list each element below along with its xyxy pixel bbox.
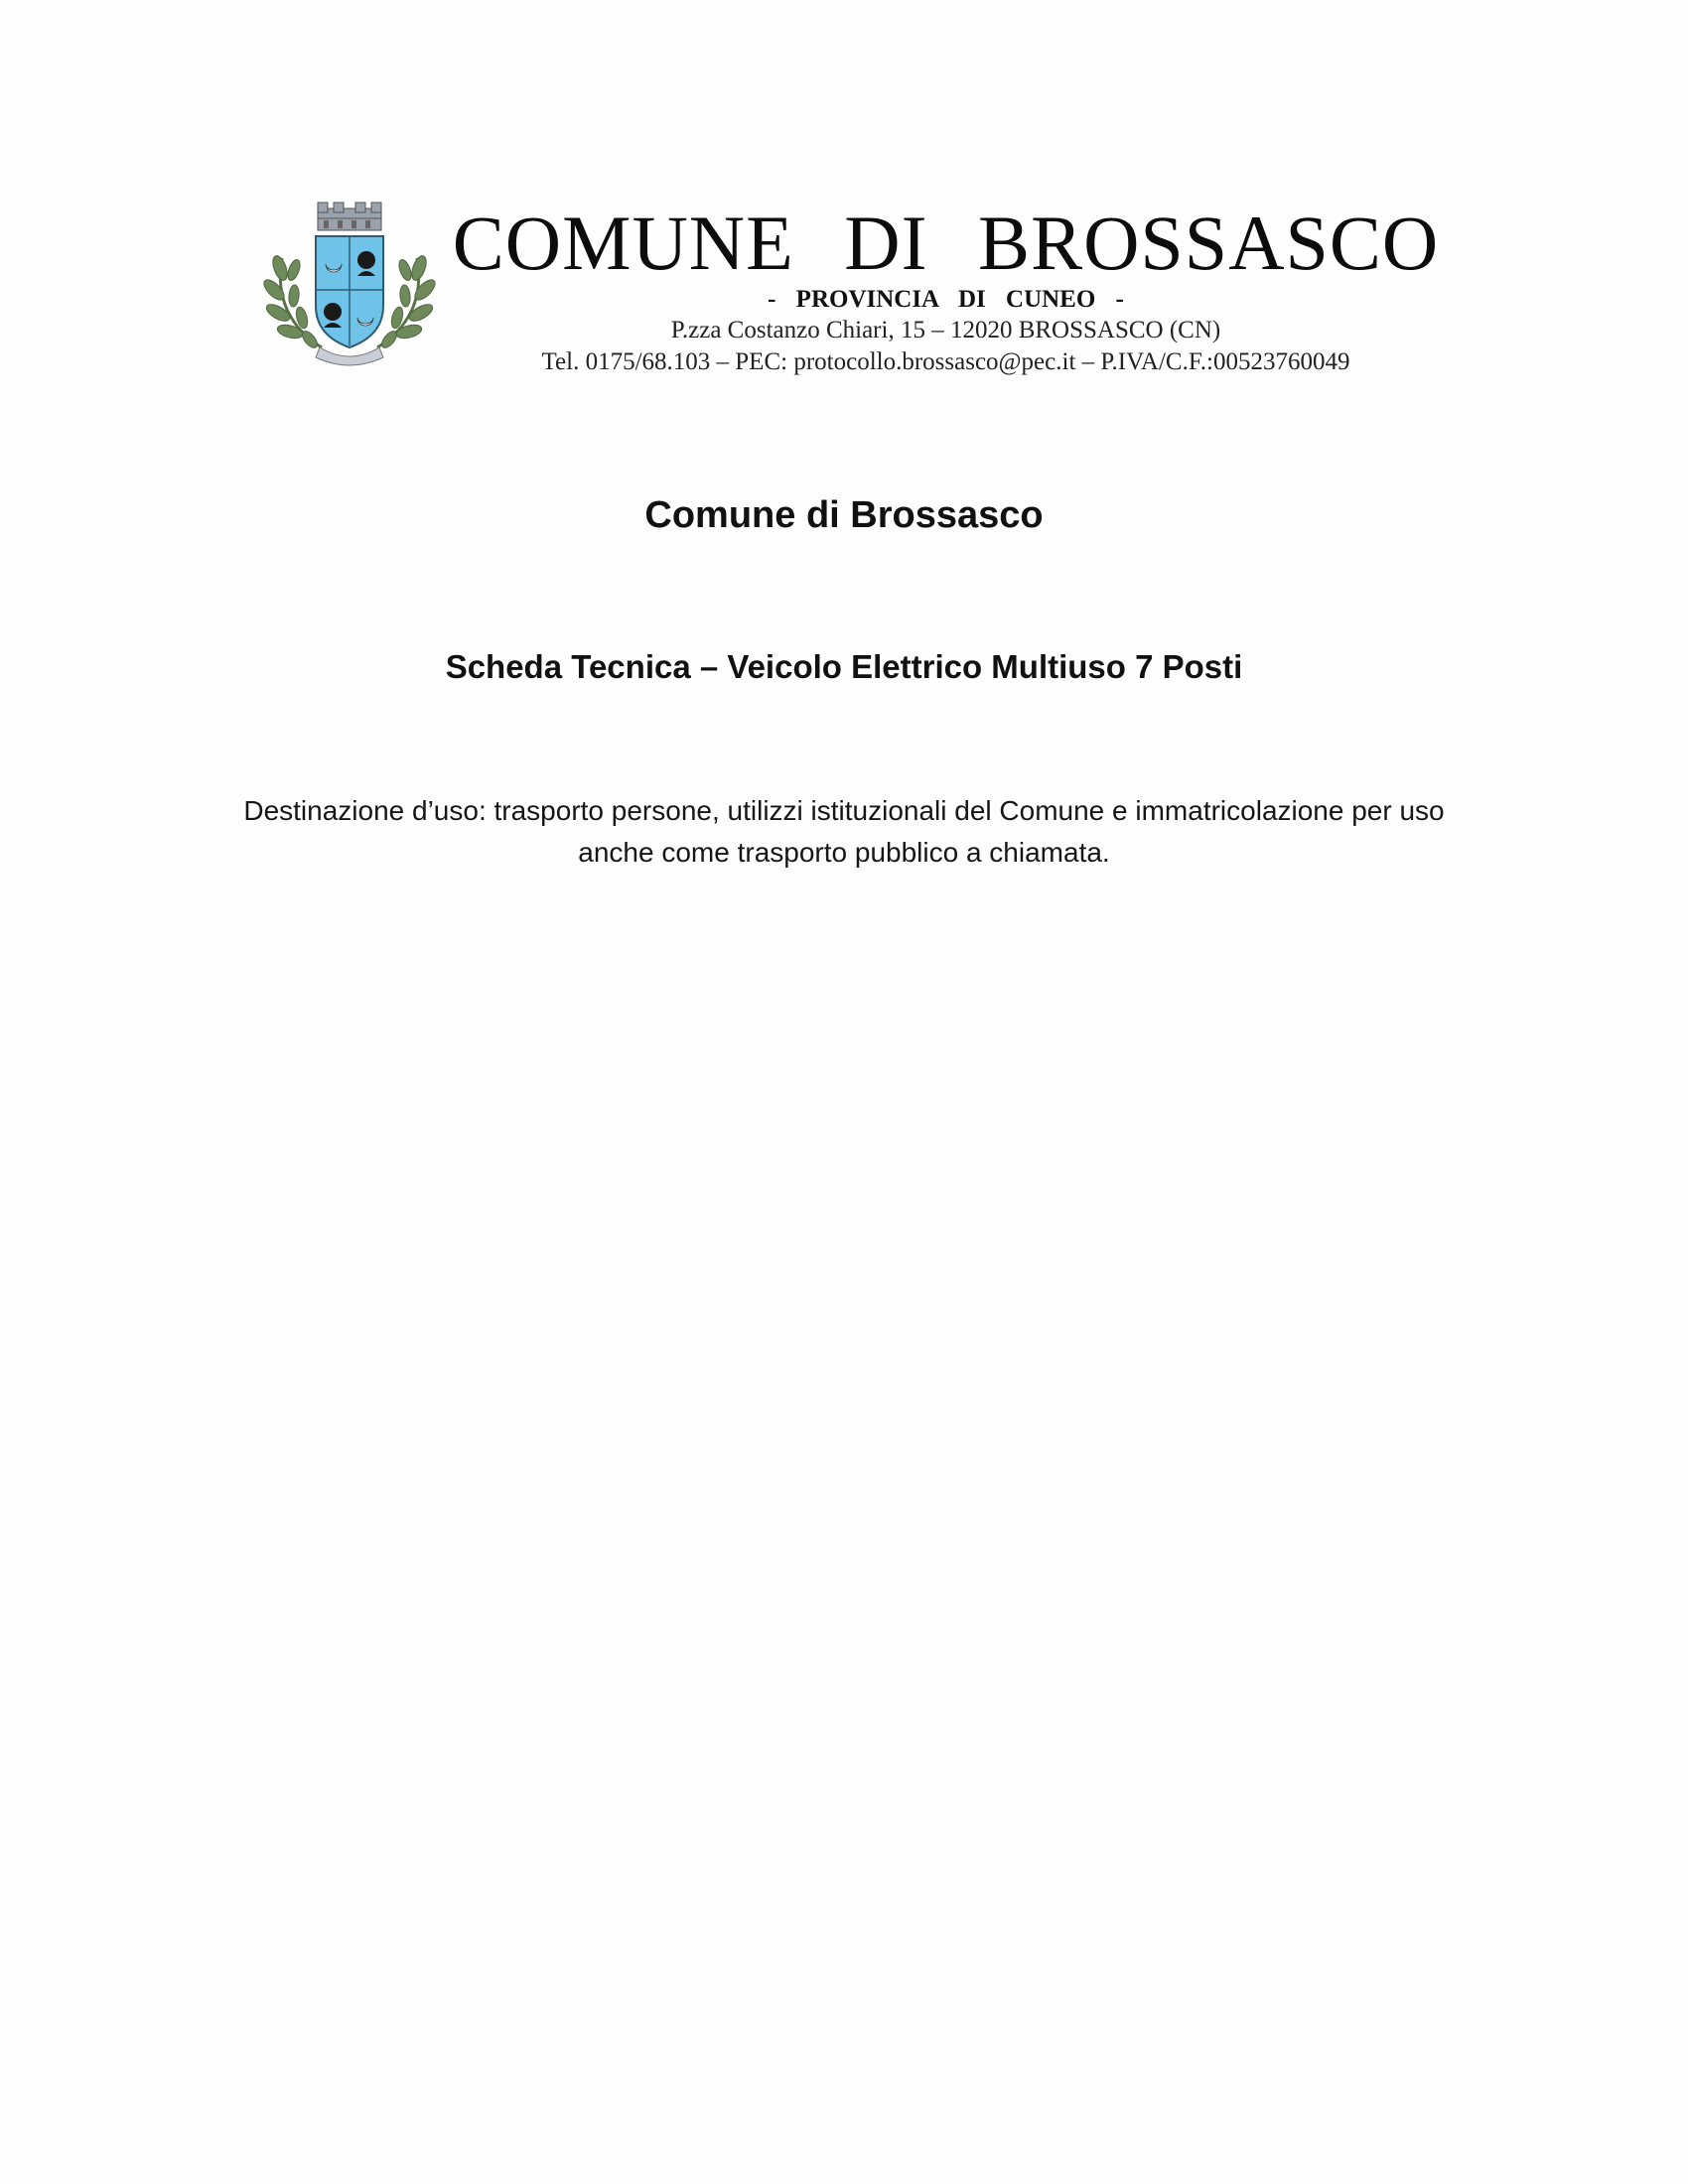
province-line: - PROVINCIA DI CUNEO - [768, 286, 1124, 313]
coat-of-arms-icon [260, 199, 439, 372]
address-line: P.zza Costanzo Chiari, 15 – 12020 BROSSASCO (CN) [670, 317, 1221, 343]
document-subheading: Scheda Tecnica – Veicolo Elettrico Multiuso 7 Posti [445, 648, 1243, 685]
contacts-line: Tel. 0175/68.103 – PEC: protocollo.brossasco@pec.it – P.IVA/C.F.:00523760049 [541, 348, 1350, 375]
intended-use-paragraph: Destinazione d’uso: trasporto persone, utilizzi istituzionali del Comune e immatricolazione per uso anche come trasporto pubblico a chiamata. [243, 795, 1445, 868]
document-heading: Comune di Brossasco [644, 494, 1044, 536]
municipality-title: COMUNE DI BROSSASCO [452, 200, 1440, 286]
